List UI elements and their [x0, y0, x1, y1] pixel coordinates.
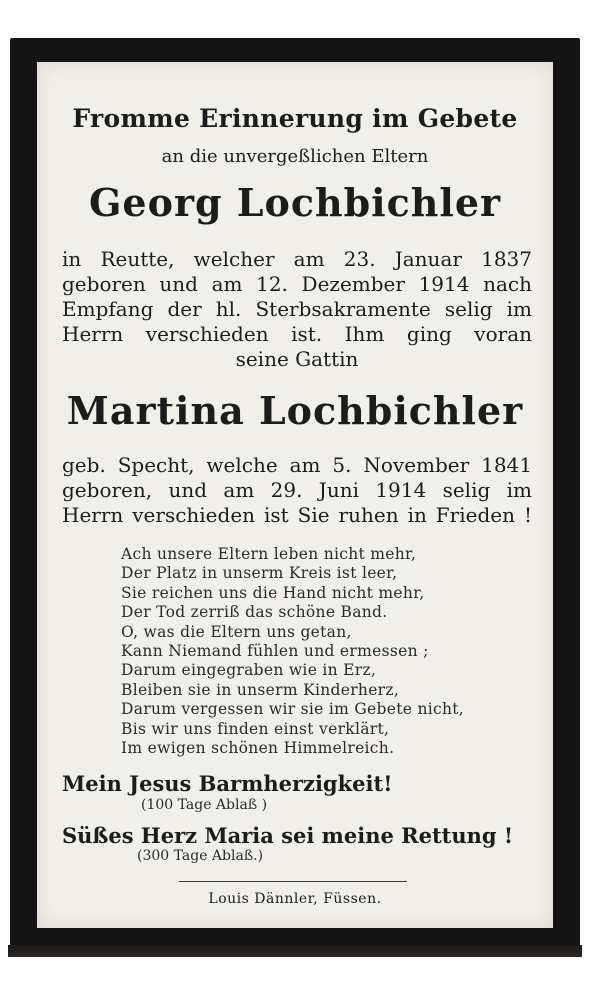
- divider: [179, 881, 407, 882]
- poem-line: Kann Niemand fühlen und ermessen ;: [121, 642, 429, 661]
- mother-line: Herrn verschieden ist Sie ruhen in Frieden !: [62, 503, 532, 527]
- poem-line: Der Platz in unserm Kreis ist leer,: [121, 564, 398, 583]
- poem-line: Ach unsere Eltern leben nicht mehr,: [121, 545, 417, 563]
- poem-line: Im ewigen schönen Himmelreich.: [121, 739, 395, 758]
- poem-line: Darum eingegraben wie in Erz,: [121, 661, 377, 680]
- printer-imprint: Louis Dännler, Füssen.: [208, 891, 382, 907]
- poem-line: Sie reichen uns die Hand nicht mehr,: [121, 583, 425, 602]
- mother-line: geboren, und am 29. Juni 1914 selig im: [62, 478, 532, 502]
- poem-line: Bis wir uns finden einst verklärt,: [121, 719, 390, 738]
- father-line: geboren und am 12. Dezember 1914 nach: [62, 272, 532, 296]
- indulgence-note: (100 Tage Ablaß ): [141, 797, 268, 813]
- mother-name: Martina Lochbichler: [66, 388, 524, 433]
- poem-line: O, was die Eltern uns getan,: [121, 622, 352, 641]
- father-line: seine Gattin: [235, 347, 359, 371]
- indulgence-note: (300 Tage Ablaß.): [137, 848, 264, 864]
- father-line: Empfang der hl. Sterbsakramente selig im: [62, 297, 532, 321]
- memorial-card: [37, 62, 553, 928]
- card-title: Fromme Erinnerung im Gebete: [72, 104, 518, 133]
- poem: [121, 545, 541, 758]
- poem-line: Darum vergessen wir sie im Gebete nicht,: [121, 700, 465, 719]
- mother-paragraph: [62, 453, 532, 528]
- father-line: in Reutte, welcher am 23. Januar 1837: [62, 247, 532, 271]
- poem-line: Der Tod zerriß das schöne Band.: [121, 603, 388, 622]
- prayer-jesus: Mein Jesus Barmherzigkeit!: [62, 771, 393, 796]
- prayer-maria: Süßes Herz Maria sei meine Rettung !: [62, 823, 514, 848]
- father-paragraph: [62, 247, 532, 372]
- card-bottom-edge: [8, 945, 582, 957]
- poem-line: Bleiben sie in unserm Kinderherz,: [121, 680, 400, 699]
- father-name: Georg Lochbichler: [88, 180, 502, 225]
- mother-line: geb. Specht, welche am 5. November 1841: [62, 453, 532, 477]
- father-line: Herrn verschieden ist. Ihm ging voran: [62, 322, 532, 346]
- card-subtitle: an die unvergeßlichen Eltern: [161, 146, 429, 167]
